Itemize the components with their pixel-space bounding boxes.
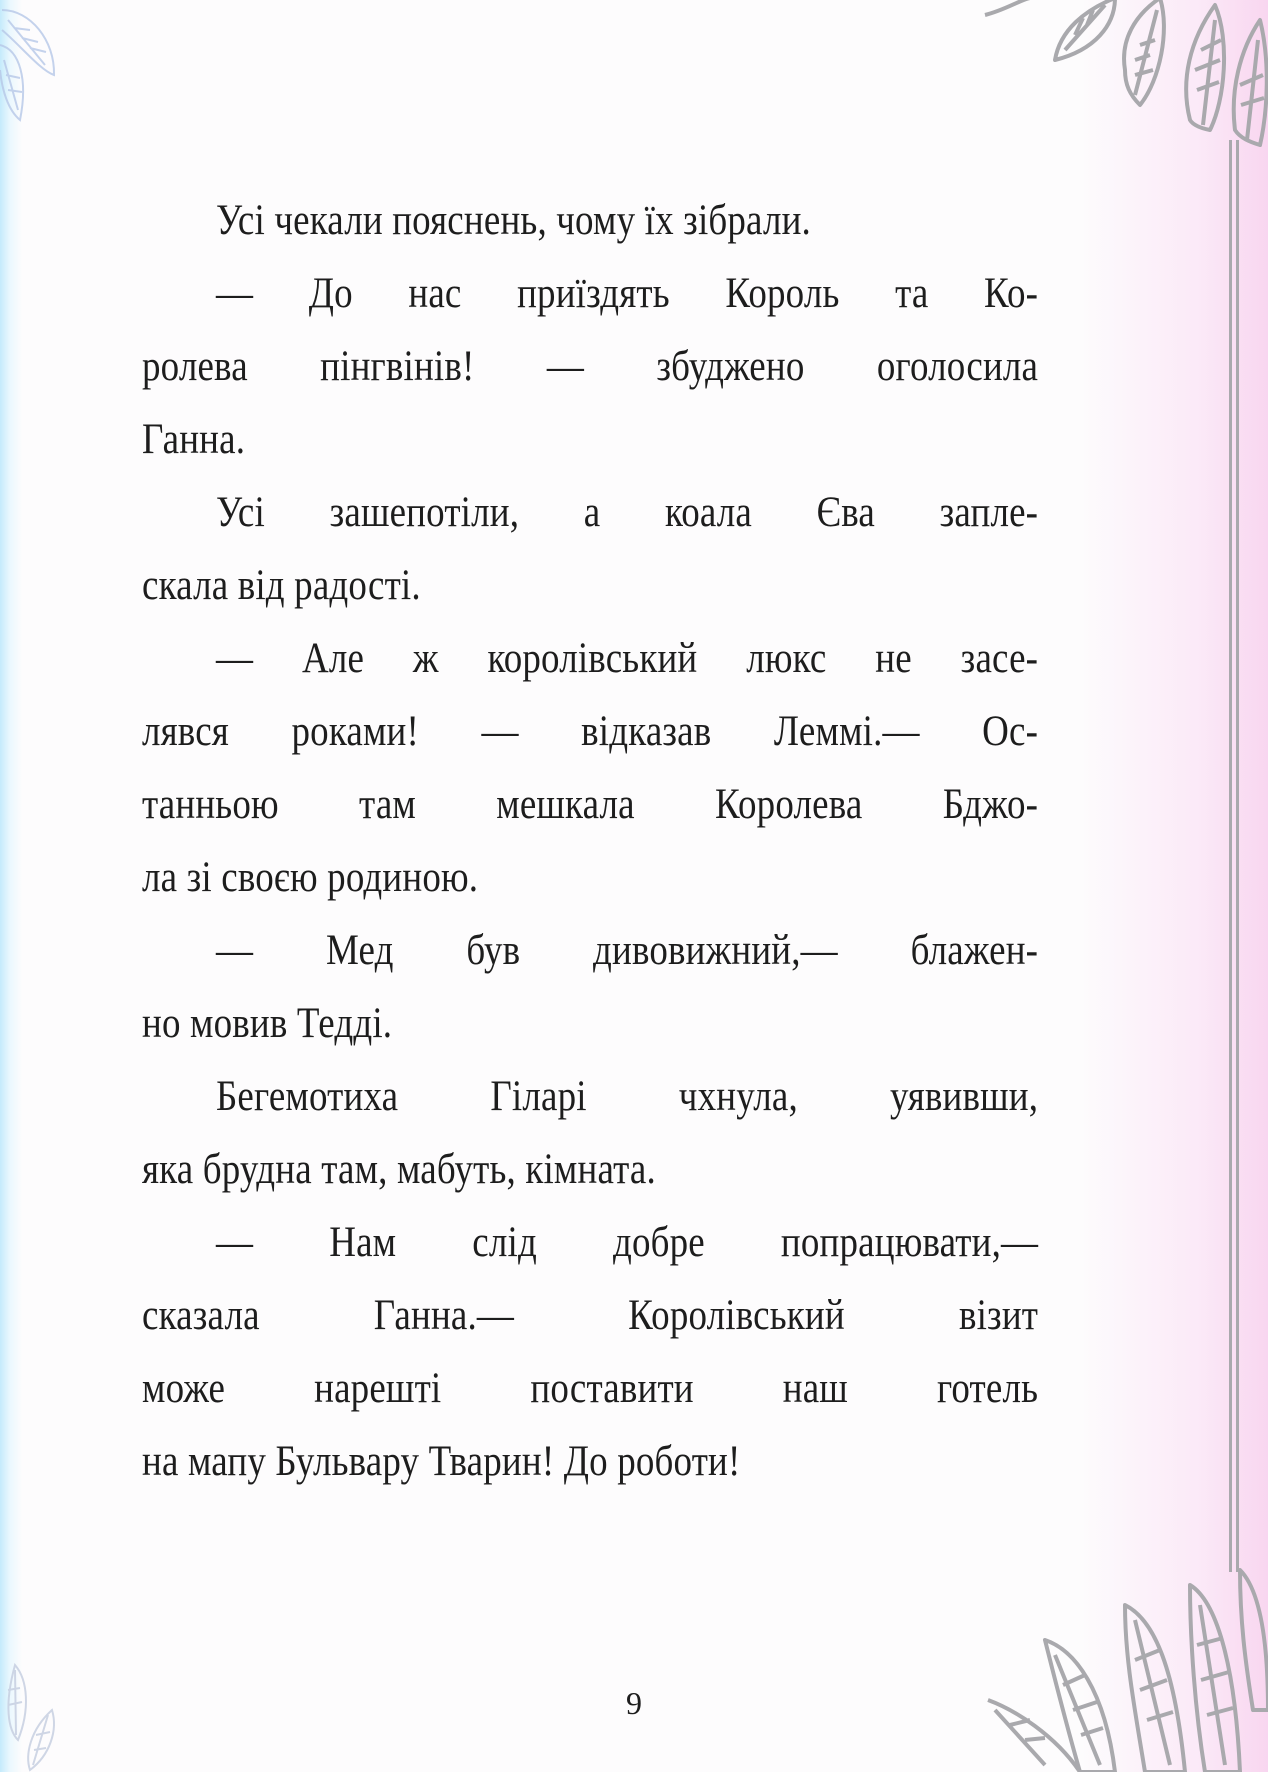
text-line: яка брудна там, мабуть, кімната.	[142, 1146, 656, 1193]
text-line: на мапу Бульвару Тварин! До роботи!	[142, 1438, 741, 1485]
text-line: Бегемотиха Гіларі чхнула, уявивши,	[216, 1073, 1039, 1120]
text-line: може нарешті поставити наш готель	[142, 1365, 1039, 1412]
text-line: Ганна.	[142, 416, 246, 463]
text-line: ролева пінгвінів! — збуджено оголосила	[142, 343, 1039, 390]
text-line: скала від радості.	[142, 562, 421, 609]
text-line: Усі чекали пояснень, чому їх зібрали.	[216, 197, 811, 244]
text-line: лявся роками! — відказав Леммі.— Ос-	[142, 708, 1039, 755]
text-line: — До нас приїздять Король та Ко-	[216, 270, 1039, 317]
text-line: — Мед був дивовижний,— блажен-	[216, 927, 1039, 974]
page-number: 9	[626, 1685, 642, 1721]
text-line: но мовив Тедді.	[142, 1000, 393, 1047]
border-rule-outer	[1229, 140, 1232, 1572]
text-line: Усі зашепотіли, а коала Єва запле-	[216, 489, 1039, 536]
leaf-ornament-bottom-right-icon	[985, 1560, 1268, 1772]
text-line: ла зі своєю родиною.	[142, 854, 479, 901]
leaf-ornament-top-right-icon	[975, 0, 1268, 160]
text-line: — Нам слід добре попрацювати,—	[216, 1219, 1039, 1266]
text-line: сказала Ганна.— Королівський візит	[142, 1292, 1039, 1339]
text-line: — Але ж королівський люкс не засе-	[216, 635, 1039, 682]
leaf-ornament-top-left-icon	[0, 0, 70, 130]
text-line: танньою там мешкала Королева Бджо-	[142, 781, 1039, 828]
border-rule-inner	[1236, 140, 1239, 1572]
